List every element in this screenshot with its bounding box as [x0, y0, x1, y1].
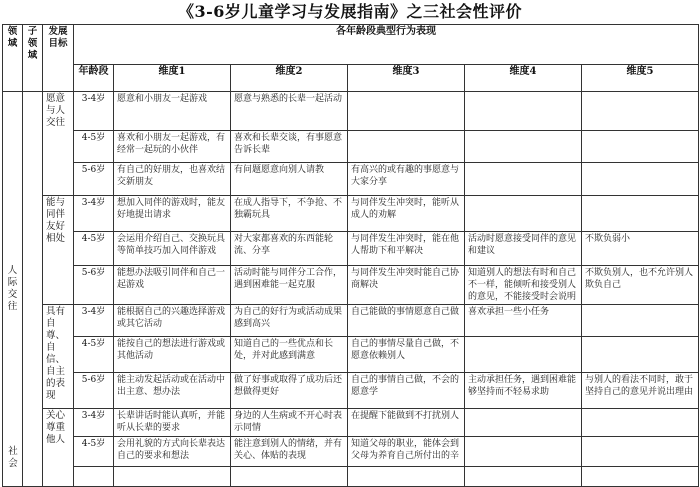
behavior-cell: 喜欢承担一些小任务 [465, 305, 582, 337]
age-cell: 3-4岁 [74, 409, 114, 437]
behavior-cell: 有自己的好朋友，也喜欢结交新朋友 [114, 163, 231, 196]
behavior-cell: 能想办法吸引同伴和自己一起游戏 [114, 266, 231, 305]
goal-label: 具有自尊、自信、自主的表现 [43, 305, 74, 409]
age-cell: 5-6岁 [74, 373, 114, 409]
behavior-cell: 与同伴发生冲突时能自己协商解决 [348, 266, 465, 305]
behavior-cell [582, 163, 699, 196]
goal-label: 能与同伴友好相处 [43, 196, 74, 305]
behavior-cell: 长辈讲话时能认真听，并能听从长辈的要求 [114, 409, 231, 437]
behavior-cell [465, 92, 582, 131]
behavior-cell: 与同伴发生冲突时，能听从成人的劝解 [348, 196, 465, 232]
behavior-cell: 为自己的好行为或活动成果感到高兴 [231, 305, 348, 337]
behavior-cell: 喜欢和长辈交谈，有事愿意告诉长辈 [231, 131, 348, 163]
behavior-cell [465, 409, 582, 437]
goal-label: 愿意与人交往 [43, 92, 74, 196]
evaluation-table [2, 24, 699, 487]
table-row [3, 92, 699, 131]
behavior-cell: 能主动发起活动或在活动中出主意、想办法 [114, 373, 231, 409]
behavior-cell: 在成人指导下，不争抢、不独霸玩具 [231, 196, 348, 232]
table-row [3, 163, 699, 196]
age-cell: 4-5岁 [74, 131, 114, 163]
behavior-cell: 有高兴的或有趣的事愿意与大家分享 [348, 163, 465, 196]
behavior-cell: 不欺负别人，也不允许别人欺负自己 [582, 266, 699, 305]
header-row-top [3, 25, 699, 65]
behavior-cell: 自己的事情自己做，不会的愿意学 [348, 373, 465, 409]
behavior-cell [582, 409, 699, 437]
behavior-cell: 能根据自己的兴趣选择游戏或其它活动 [114, 305, 231, 337]
behavior-cell: 知道父母的职业，能体会到父母为养育自己所付出的辛 [348, 437, 465, 467]
behavior-cell [348, 131, 465, 163]
header-group: 各年龄段典型行为表现 [74, 25, 699, 65]
behavior-cell: 活动时能与同伴分工合作，遇到困难能一起克服 [231, 266, 348, 305]
behavior-cell [465, 196, 582, 232]
behavior-cell: 主动承担任务，遇到困难能够坚持而不轻易求助 [465, 373, 582, 409]
behavior-cell: 与同伴发生冲突时，能在他人帮助下和平解决 [348, 232, 465, 266]
header-goal: 发展目标 [43, 25, 74, 92]
domain-label-2: 社会 [8, 446, 18, 469]
behavior-cell: 与别人的看法不同时，敢于坚持自己的意见并说出理由 [582, 373, 699, 409]
behavior-cell: 想加入同伴的游戏时，能友好地提出请求 [114, 196, 231, 232]
header-dim-5: 维度5 [582, 65, 699, 92]
header-age: 年龄段 [74, 65, 114, 92]
age-cell: 4-5岁 [74, 337, 114, 373]
age-cell: 5-6岁 [74, 266, 114, 305]
behavior-cell: 活动时愿意接受同伴的意见和建议 [465, 232, 582, 266]
table-row [3, 131, 699, 163]
behavior-cell: 知道自己的一些优点和长处，并对此感到满意 [231, 337, 348, 373]
behavior-cell [582, 437, 699, 467]
goal-label: 关心尊重他人 [43, 409, 74, 487]
behavior-cell [582, 92, 699, 131]
behavior-cell: 能按自己的想法进行游戏或其他活动 [114, 337, 231, 373]
table-row [3, 266, 699, 305]
domain-label: 人际交往 [3, 92, 23, 487]
behavior-cell: 不欺负弱小 [582, 232, 699, 266]
behavior-cell: 有问题愿意向别人请教 [231, 163, 348, 196]
header-subdomain: 子领域 [23, 25, 43, 92]
behavior-cell [465, 337, 582, 373]
header-dim-4: 维度4 [465, 65, 582, 92]
age-cell: 3-4岁 [74, 196, 114, 232]
header-dim-2: 维度2 [231, 65, 348, 92]
behavior-cell: 愿意与熟悉的长辈一起活动 [231, 92, 348, 131]
table-row [3, 305, 699, 337]
behavior-cell [582, 196, 699, 232]
behavior-cell [465, 131, 582, 163]
behavior-cell: 愿意和小朋友一起游戏 [114, 92, 231, 131]
page-title: 《3-6岁儿童学习与发展指南》之三社会性评价 [178, 2, 522, 21]
behavior-cell [465, 163, 582, 196]
behavior-cell: 会用礼貌的方式向长辈表达自己的要求和想法 [114, 437, 231, 467]
behavior-cell: 对大家都喜欢的东西能轮流、分享 [231, 232, 348, 266]
behavior-cell [582, 337, 699, 373]
subdomain-cell [23, 92, 43, 487]
behavior-cell: 在提醒下能做到不打扰别人 [348, 409, 465, 437]
table-row [3, 232, 699, 266]
behavior-cell: 会运用介绍自己、交换玩具等简单技巧加入同伴游戏 [114, 232, 231, 266]
table-row [3, 196, 699, 232]
behavior-cell: 能注意到别人的情绪，并有关心、体贴的表现 [231, 437, 348, 467]
age-cell: 5-6岁 [74, 163, 114, 196]
table-row [3, 437, 699, 467]
age-cell: 4-5岁 [74, 437, 114, 467]
behavior-cell: 喜欢和小朋友一起游戏，有经常一起玩的小伙伴 [114, 131, 231, 163]
behavior-cell: 做了好事或取得了成功后还想做得更好 [231, 373, 348, 409]
table-row [3, 409, 699, 437]
header-domain: 领域 [3, 25, 23, 92]
behavior-cell: 身边的人生病或不开心时表示同情 [231, 409, 348, 437]
header-dim-3: 维度3 [348, 65, 465, 92]
header-row-dims [3, 65, 699, 92]
table-row [3, 373, 699, 409]
table-row [3, 337, 699, 373]
behavior-cell [348, 92, 465, 131]
age-cell: 3-4岁 [74, 92, 114, 131]
header-dim-1: 维度1 [114, 65, 231, 92]
behavior-cell [582, 305, 699, 337]
behavior-cell [465, 437, 582, 467]
behavior-cell: 自己能做的事情愿意自己做 [348, 305, 465, 337]
behavior-cell: 知道别人的想法有时和自己不一样，能倾听和接受别人的意见，不能接受时会说明 [465, 266, 582, 305]
age-cell: 3-4岁 [74, 305, 114, 337]
behavior-cell [582, 131, 699, 163]
age-cell: 4-5岁 [74, 232, 114, 266]
behavior-cell: 自己的事情尽量自己做，不愿意依赖别人 [348, 337, 465, 373]
